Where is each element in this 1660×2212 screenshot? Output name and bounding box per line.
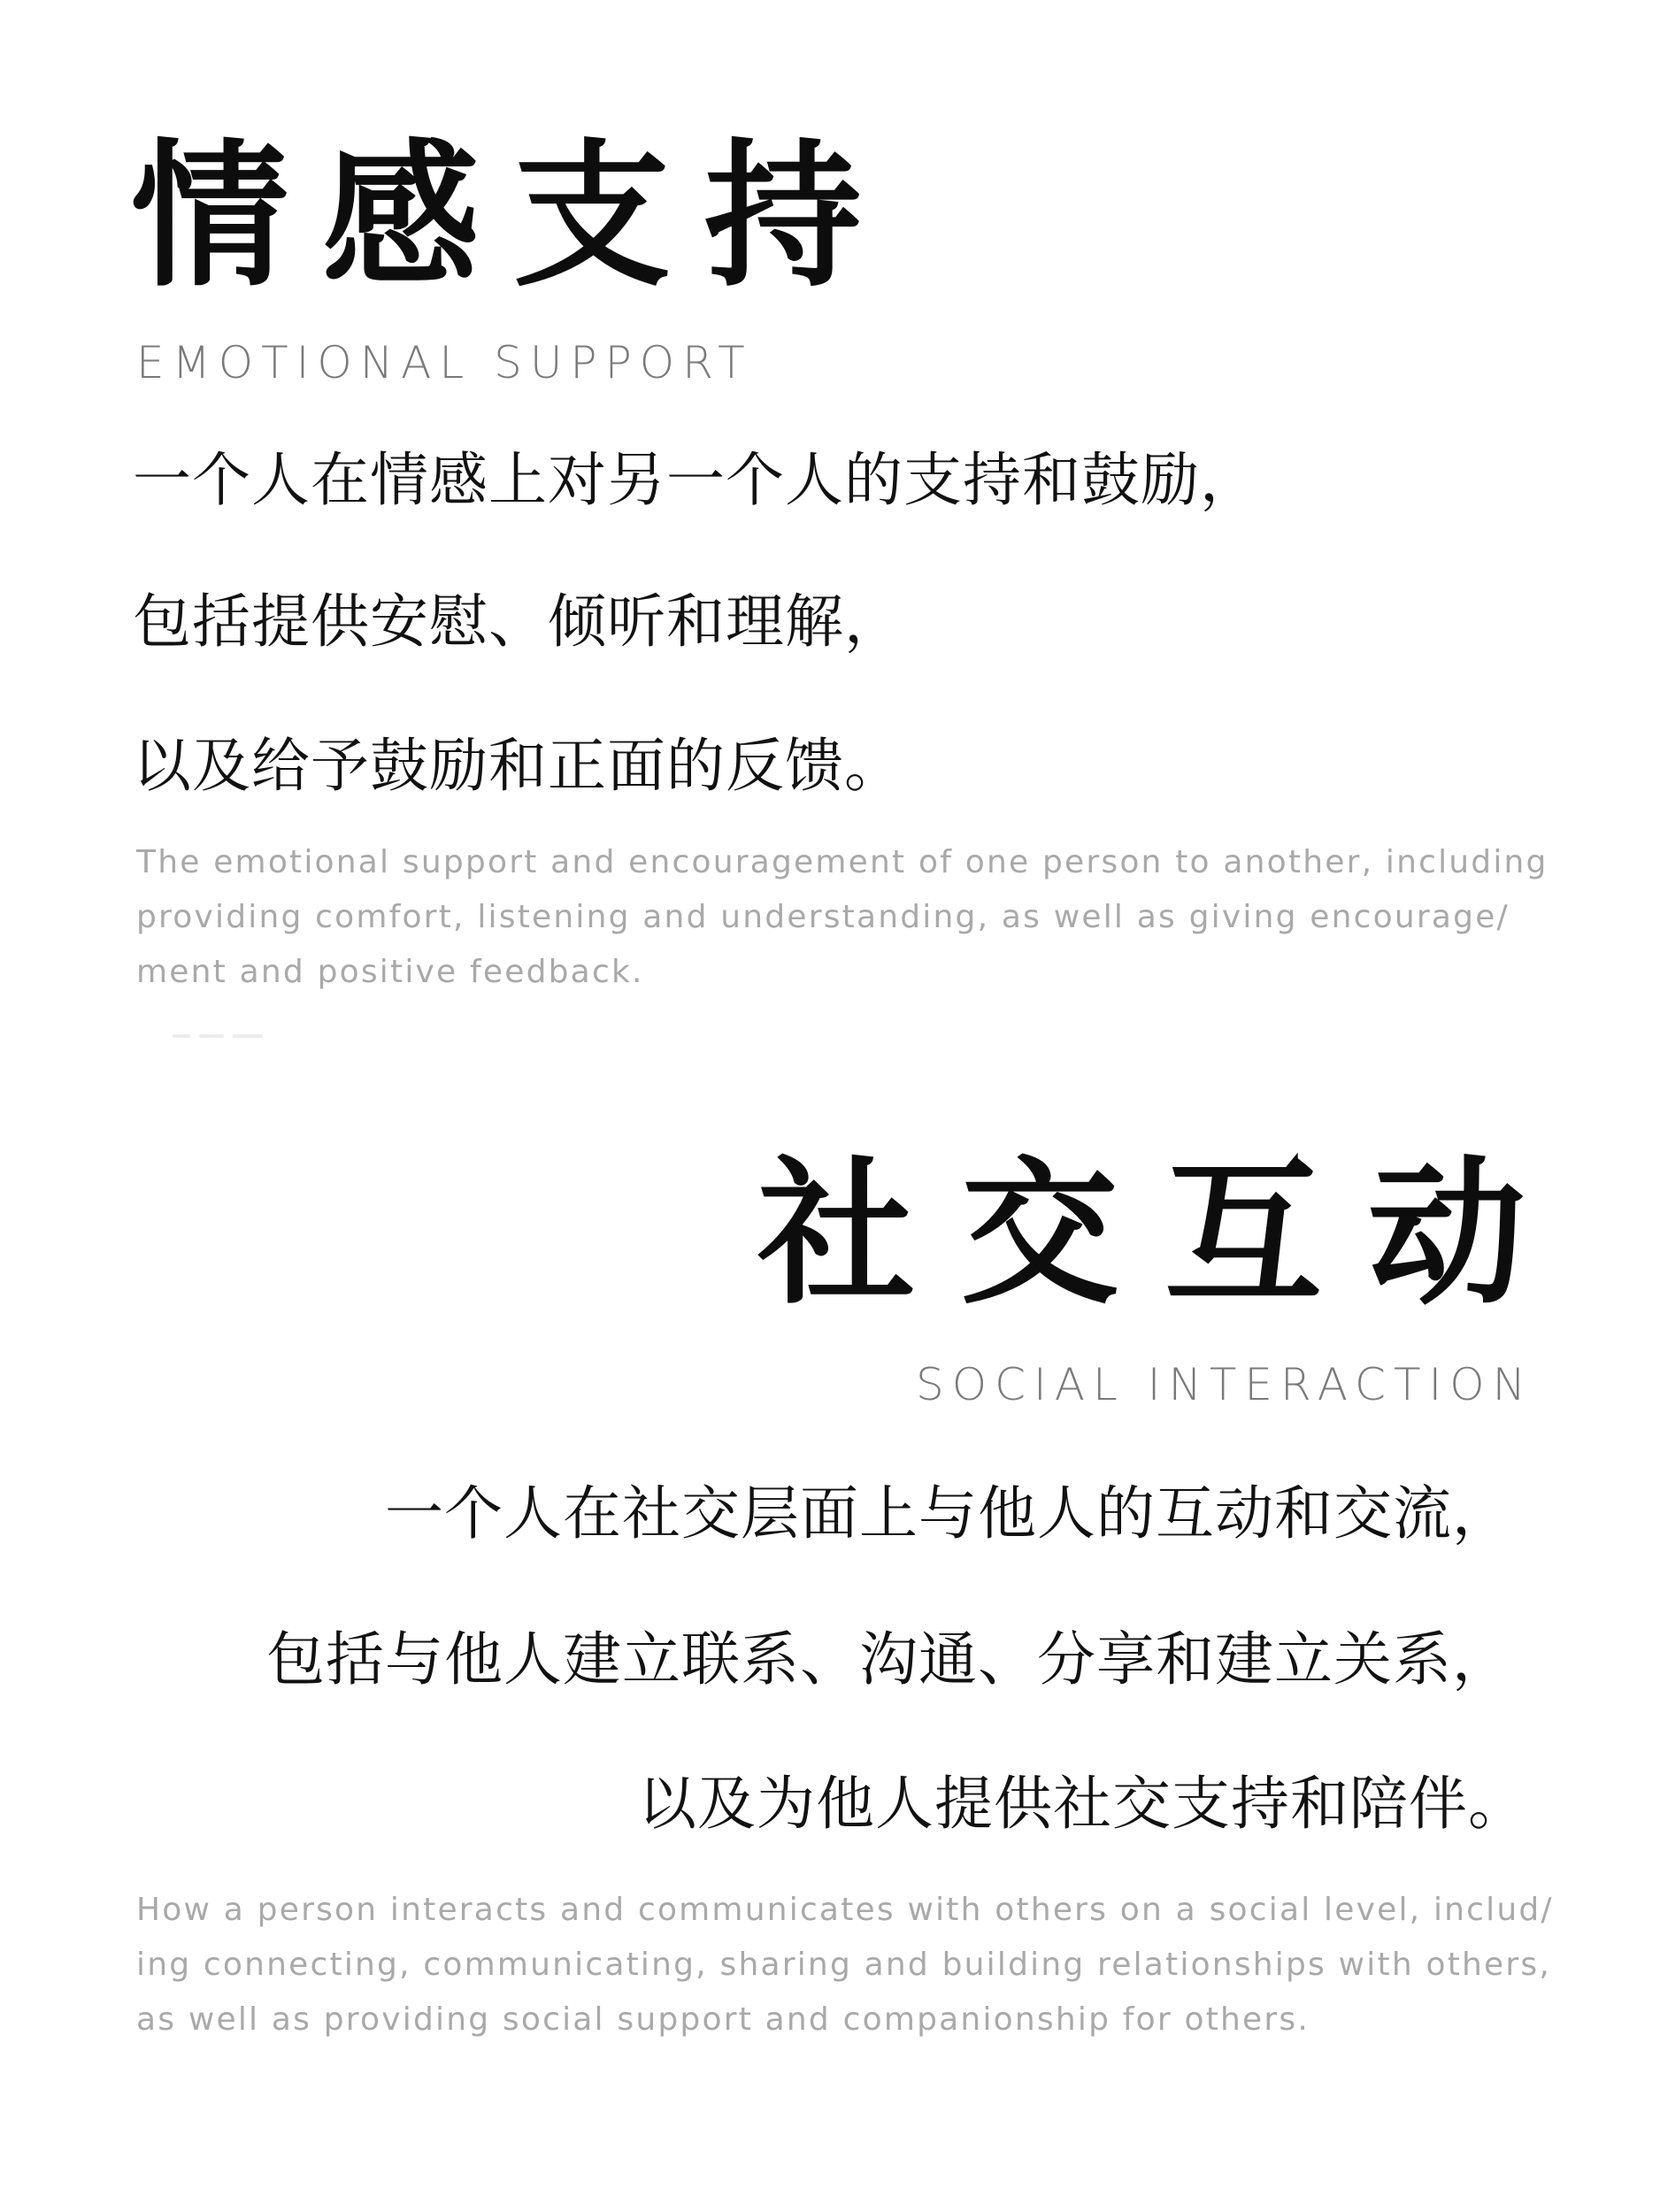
english-text-line: providing comfort, listening and understanding, as well as giving encourage/ <box>136 899 1510 935</box>
english-text-line: as well as providing social support and companionship for others. <box>136 2001 1310 2038</box>
english-text-line: ment and positive feedback. <box>136 954 644 990</box>
section-subtitle: SOCIAL INTERACTION <box>916 1359 1533 1410</box>
english-text-line: ing connecting, communicating, sharing and building relationships with others, <box>136 1947 1551 1983</box>
english-text-line: How a person interacts and communicates with others on a social level, includ/ <box>136 1892 1554 1928</box>
chinese-text-line: 以及为他人提供社交支持和陪伴。 <box>638 1770 1527 1838</box>
english-paragraph <box>136 835 1549 1000</box>
section-title: 情感支持 <box>131 125 895 308</box>
section-title: 社交互动 <box>757 1142 1572 1325</box>
chinese-text-line: 一个人在社交层面上与他人的互动和交流， <box>385 1479 1511 1548</box>
chinese-text-line: 一个人在情感上对另一个人的支持和鼓励， <box>133 446 1259 514</box>
section-subtitle: EMOTIONAL SUPPORT <box>136 337 753 388</box>
chinese-text-line: 包括提供安慰、倾听和理解， <box>133 588 903 656</box>
faint-artifact <box>173 1026 296 1042</box>
chinese-text-line: 以及给予鼓励和正面的反馈。 <box>133 732 903 800</box>
chinese-text-line: 包括与他人建立联系、沟通、分享和建立关系， <box>266 1625 1511 1694</box>
english-text-line: The emotional support and encouragement of one person to another, including <box>136 844 1549 880</box>
english-paragraph <box>136 1883 1554 2047</box>
